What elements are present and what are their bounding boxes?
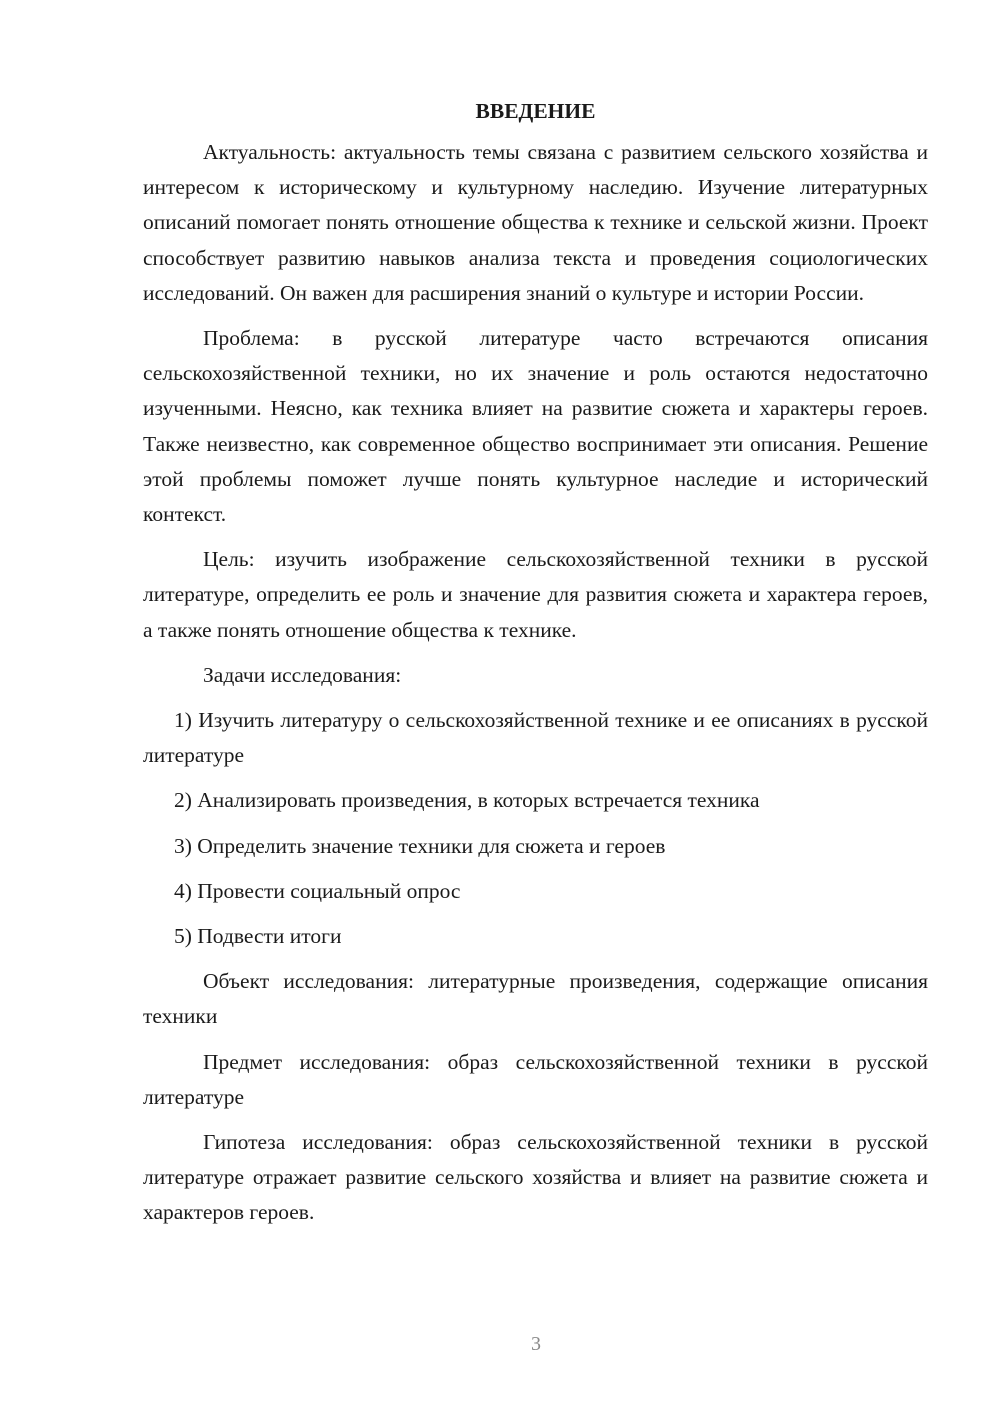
tasks-heading: Задачи исследования: bbox=[203, 662, 402, 687]
goal-paragraph: Цель: изучить изображение сельскохозяйственной техники в русской литературе, определить ее роль и значение для развития сюжета и характера героев, а также понять отношение общества к технике. bbox=[143, 547, 928, 642]
page-title: ВВЕДЕНИЕ bbox=[475, 99, 596, 123]
document-page bbox=[143, 96, 928, 1241]
page-number: 3 bbox=[531, 1333, 541, 1355]
hypothesis-paragraph: Гипотеза исследования: образ сельскохозяйственной техники в русской литературе отражает развитие сельского хозяйства и влияет на развитие сюжета и характеров героев. bbox=[143, 1130, 928, 1225]
subject-paragraph: Предмет исследования: образ сельскохозяйственной техники в русской литературе bbox=[143, 1049, 928, 1109]
tasks-list bbox=[143, 703, 928, 954]
task-item: 1) Изучить литературу о сельскохозяйственной технике и ее описаниях в русской литературе bbox=[143, 708, 928, 768]
task-item: 2) Анализировать произведения, в которых встречается техника bbox=[174, 788, 760, 813]
task-item: 5) Подвести итоги bbox=[174, 924, 342, 949]
task-item: 4) Провести социальный опрос bbox=[174, 878, 461, 903]
problem-paragraph: Проблема: в русской литературе часто встречаются описания сельскохозяйственной техники, но их значение и роль остаются недостаточно изученными. Неясно, как техника влияет на развитие сюжета и характеры героев. Также неизвестно, как современное общество воспринимает эти описания. Решение этой проблемы поможет лучше понять культурное наследие и исторический контекст. bbox=[143, 326, 928, 527]
task-item: 3) Определить значение техники для сюжета и героев bbox=[174, 833, 666, 858]
object-paragraph: Объект исследования: литературные произведения, содержащие описания техники bbox=[143, 969, 928, 1029]
relevance-paragraph: Актуальность: актуальность темы связана с развитием сельского хозяйства и интересом к историческому и культурному наследию. Изучение литературных описаний помогает понять отношение общества к технике и сельской жизни. Проект способствует развитию навыков анализа текста и проведения социологических исследований. Он важен для расширения знаний о культуре и истории России. bbox=[143, 140, 928, 305]
